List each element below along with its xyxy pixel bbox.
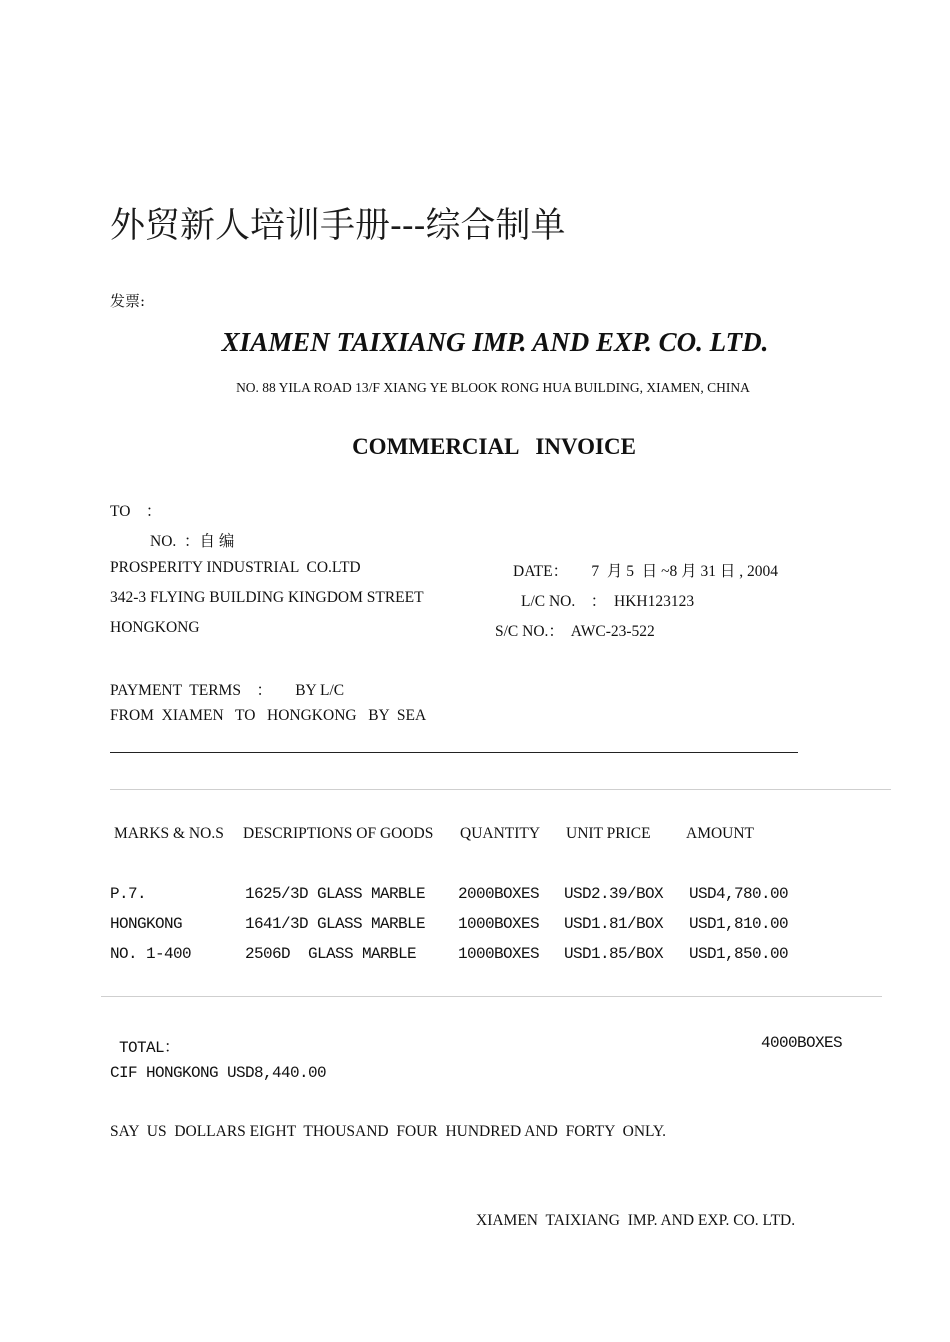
company-address: NO. 88 YILA ROAD 13/F XIANG YE BLOOK RONG HUA BUILDING, XIAMEN, CHINA xyxy=(236,380,750,395)
row-1-amount: USD4,780.00 xyxy=(689,885,789,903)
invoice-number: NO. ：自 编 xyxy=(150,533,235,550)
shipping-route: FROM XIAMEN TO HONGKONG BY SEA xyxy=(110,707,427,724)
route-underline xyxy=(110,752,798,753)
amount-in-words: SAY US DOLLARS EIGHT THOUSAND FOUR HUNDRED AND FORTY ONLY. xyxy=(110,1123,667,1140)
table-bottom-divider xyxy=(101,996,882,997)
row-2-description: 1641/3D GLASS MARBLE xyxy=(245,915,426,933)
signature-company: XIAMEN TAIXIANG IMP. AND EXP. CO. LTD. xyxy=(476,1212,796,1229)
row-2-quantity: 1000BOXES xyxy=(458,915,540,933)
col-header-quantity: QUANTITY xyxy=(460,825,541,842)
buyer-address: 342-3 FLYING BUILDING KINGDOM STREET xyxy=(110,589,424,606)
to-label: TO ： xyxy=(110,503,162,520)
total-label: TOTAL： xyxy=(119,1039,180,1057)
total-quantity: 4000BOXES xyxy=(761,1034,843,1052)
row-3-amount: USD1,850.00 xyxy=(689,945,789,963)
col-header-marks: MARKS & NO.S xyxy=(114,825,224,842)
row-1-quantity: 2000BOXES xyxy=(458,885,540,903)
row-1-unit-price: USD2.39/BOX xyxy=(564,885,664,903)
buyer-name: PROSPERITY INDUSTRIAL CO.LTD xyxy=(110,559,361,576)
payment-terms: PAYMENT TERMS ： BY L/C xyxy=(110,682,345,699)
row-1-description: 1625/3D GLASS MARBLE xyxy=(245,885,426,903)
invoice-date: DATE： 7 月 5 日 ~8 月 31 日 , 2004 xyxy=(513,563,778,580)
invoice-title: COMMERCIAL INVOICE xyxy=(352,434,636,459)
table-top-divider xyxy=(110,789,891,790)
row-3-marks: NO. 1-400 xyxy=(110,945,192,963)
lc-number: L/C NO. ： HKH123123 xyxy=(521,593,695,610)
row-2-amount: USD1,810.00 xyxy=(689,915,789,933)
buyer-city: HONGKONG xyxy=(110,619,200,636)
row-2-unit-price: USD1.81/BOX xyxy=(564,915,664,933)
row-3-unit-price: USD1.85/BOX xyxy=(564,945,664,963)
section-label: 发票: xyxy=(110,292,146,310)
company-name: XIAMEN TAIXIANG IMP. AND EXP. CO. LTD. xyxy=(221,327,769,357)
row-3-quantity: 1000BOXES xyxy=(458,945,540,963)
row-1-marks: P.7. xyxy=(110,885,147,903)
row-3-description: 2506D GLASS MARBLE xyxy=(245,945,417,963)
row-2-marks: HONGKONG xyxy=(110,915,183,933)
col-header-description: DESCRIPTIONS OF GOODS xyxy=(243,825,434,842)
document-title: 外贸新人培训手册---综合制单 xyxy=(110,206,566,246)
col-header-amount: AMOUNT xyxy=(686,825,755,842)
total-amount: CIF HONGKONG USD8,440.00 xyxy=(110,1064,327,1082)
col-header-unit-price: UNIT PRICE xyxy=(566,825,651,842)
sc-number: S/C NO.： AWC-23-522 xyxy=(495,623,655,640)
